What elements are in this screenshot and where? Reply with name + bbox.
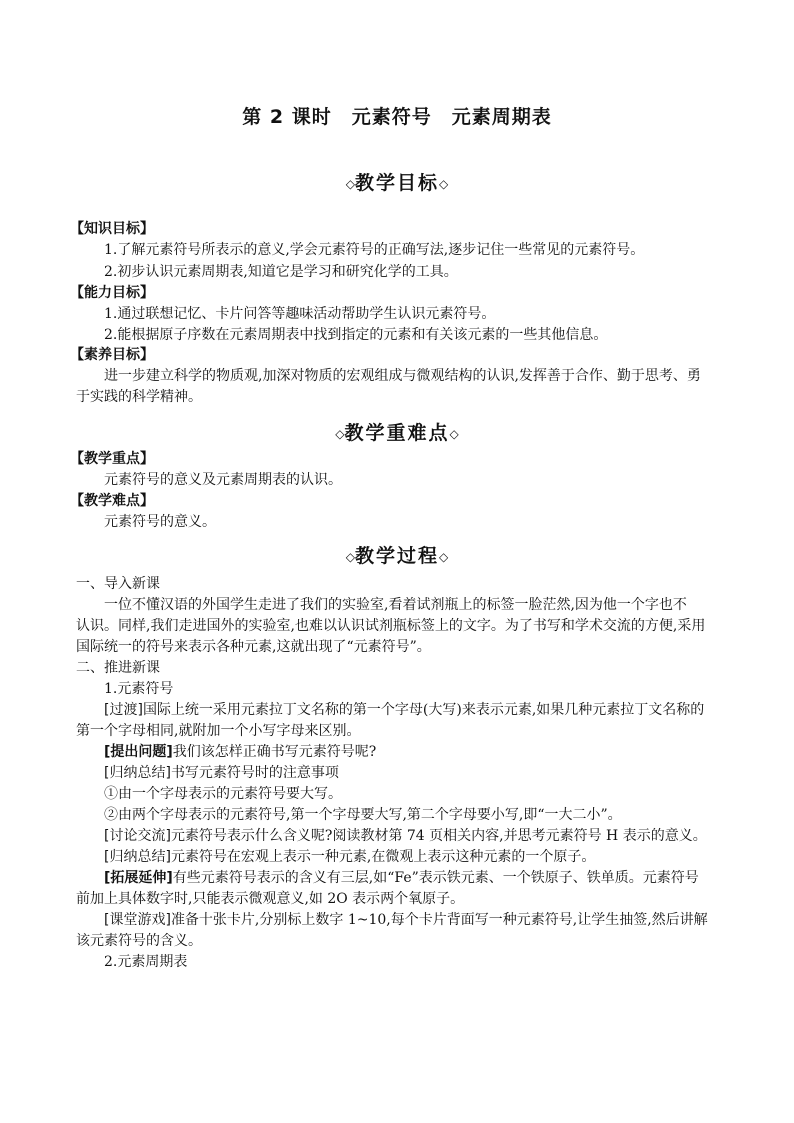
- summary2-text: 元素符号在宏观上表示一种元素,在微观上表示这种元素的一个原子。: [170, 849, 596, 865]
- section-heading-keypoints-text: 教学重难点: [344, 422, 450, 444]
- knowledge-goal-2: 2.初步认识元素周期表,知道它是学习和研究化学的工具。: [104, 264, 458, 280]
- discussion-paragraph: [104, 826, 794, 847]
- section-heading-goals: [0, 170, 794, 197]
- game-paragraph: [104, 910, 794, 931]
- ability-goals-heading: 【能力目标】: [70, 285, 154, 301]
- section-heading-process-text: 教学过程: [354, 545, 439, 567]
- ability-goal-2: 2.能根据原子序数在元素周期表中找到指定的元素和有关该元素的一些其他信息。: [104, 327, 608, 343]
- extension-line-2: 前加上具体数字时,只能表示微观意义,如 2O 表示两个氧原子。: [76, 891, 465, 907]
- focus-text: 元素符号的意义及元素周期表的认识。: [104, 472, 342, 488]
- part1-heading: 一、导入新课: [76, 576, 160, 592]
- summary1-paragraph: [104, 763, 794, 784]
- focus-heading: 【教学重点】: [70, 451, 154, 467]
- diamond-icon: ◇: [449, 427, 459, 441]
- subsection-element-symbols: 1.元素符号: [104, 681, 174, 697]
- game-line-1: 准备十张卡片,分别标上数字 1~10,每个卡片背面写一种元素符号,让学生抽签,然后讲解: [170, 912, 708, 928]
- diamond-icon: ◇: [335, 427, 345, 441]
- section-heading-keypoints: [0, 420, 794, 447]
- summary1-item-a: ①由一个字母表示的元素符号要大写。: [104, 786, 342, 802]
- extension-tag: [拓展延伸]: [104, 870, 173, 886]
- knowledge-goals-heading: 【知识目标】: [70, 221, 154, 237]
- diamond-icon: ◇: [345, 550, 355, 564]
- part1-line-2: 认识。同样,我们走进国外的实验室,也难以认识试剂瓶标签上的文字。为了书写和学术交流的方便,采用: [76, 618, 706, 634]
- question-tag: [提出问题]: [104, 744, 173, 760]
- diamond-icon: ◇: [345, 177, 355, 191]
- transition-line-2: 第一个字母相同,就附加一个小写字母来区别。: [76, 723, 361, 739]
- lesson-title: 第 2 课时 元素符号 元素周期表: [242, 106, 552, 128]
- section-heading-process: [0, 543, 794, 570]
- part1-line-1: 一位不懂汉语的外国学生走进了我们的实验室,看着试剂瓶上的标签一脸茫然,因为他一个字也不: [104, 597, 687, 613]
- question-text: 我们该怎样正确书写元素符号呢?: [172, 744, 377, 760]
- part1-line-3: 国际统一的符号来表示各种元素,这就出现了“元素符号”。: [76, 639, 431, 655]
- summary1-text: 书写元素符号时的注意事项: [170, 765, 339, 781]
- transition-tag: [过渡]: [104, 702, 143, 718]
- transition-paragraph: [104, 700, 794, 721]
- extension-paragraph: [104, 868, 794, 889]
- part2-heading: 二、推进新课: [76, 660, 160, 676]
- literacy-goals-heading: 【素养目标】: [70, 347, 154, 363]
- ability-goal-1: 1.通过联想记忆、卡片问答等趣味活动帮助学生认识元素符号。: [104, 306, 496, 322]
- extension-line-1: 有些元素符号表示的含义有三层,如“Fe”表示铁元素、一个铁原子、铁单质。元素符号: [172, 870, 699, 886]
- summary1-item-b: ②由两个字母表示的元素符号,第一个字母要大写,第二个字母要小写,即“一大二小”。: [104, 807, 622, 823]
- section-heading-goals-text: 教学目标: [354, 172, 439, 194]
- question-paragraph: [104, 742, 794, 763]
- diamond-icon: ◇: [439, 177, 449, 191]
- discussion-text: 元素符号表示什么含义呢?阅读教材第 74 页相关内容,并思考元素符号 H 表示的意义。: [170, 828, 707, 844]
- summary1-tag: [归纳总结]: [104, 765, 171, 781]
- summary2-paragraph: [104, 847, 794, 868]
- transition-line-1: 国际上统一采用元素拉丁文名称的第一个字母(大写)来表示元素,如果几种元素拉丁文名称的: [142, 702, 705, 718]
- discussion-tag: [讨论交流]: [104, 828, 171, 844]
- literacy-goal-line-1: 进一步建立科学的物质观,加深对物质的宏观组成与微观结构的认识,发挥善于合作、勤于思考、勇: [104, 368, 701, 384]
- difficulty-heading: 【教学难点】: [70, 493, 154, 509]
- literacy-goal-line-2: 于实践的科学精神。: [76, 389, 202, 405]
- diamond-icon: ◇: [439, 550, 449, 564]
- game-line-2: 该元素符号的含义。: [76, 933, 202, 949]
- game-tag: [课堂游戏]: [104, 912, 171, 928]
- difficulty-text: 元素符号的意义。: [104, 514, 216, 530]
- summary2-tag: [归纳总结]: [104, 849, 171, 865]
- knowledge-goal-1: 1.了解元素符号所表示的意义,学会元素符号的正确写法,逐步记住一些常见的元素符号。: [104, 242, 645, 258]
- subsection-periodic-table: 2.元素周期表: [104, 954, 188, 970]
